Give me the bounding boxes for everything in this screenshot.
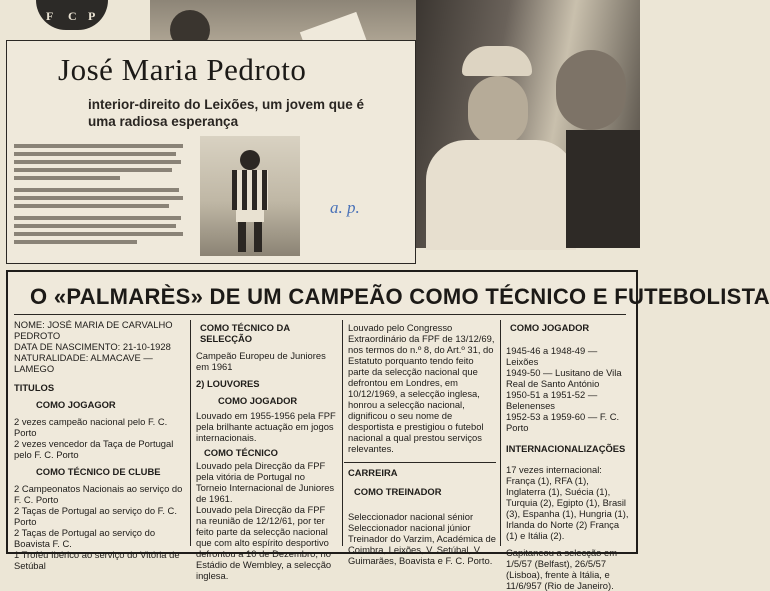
column-divider bbox=[500, 320, 501, 546]
list-item: 2 Campeonatos Nacionais ao serviço do F. C. Porto bbox=[14, 483, 183, 505]
coach-photo bbox=[416, 0, 640, 248]
paragraph: Louvado pelo Congresso Extraordinário da FPF de 13/12/69, nos termos do n.º 8, do Art.º 31, do Estatuto porquanto tendo feito parte da selecção nacional que defrontou em Londres, em 10/12/1969, a selecção inglesa, honrou a selecção nacional, dignificou o seu nome de desportista e prestigiou o futebol nacional a qual prestou serviços relevantes. bbox=[348, 322, 495, 454]
section-heading: TITULOS bbox=[14, 382, 55, 393]
paragraph: Louvado pela Direcção da FPF pela vitória de Portugal no Torneio Internacional de Juniores de 1961. bbox=[196, 460, 335, 504]
section-heading: COMO JOGADOR bbox=[218, 395, 298, 406]
section-heading: COMO TÉCNICO DA SELECÇÃO bbox=[200, 322, 290, 344]
column-1 bbox=[14, 319, 186, 571]
section-heading: CARREIRA bbox=[348, 467, 398, 478]
article-subtitle: interior-direito do Leixões, um jovem que é uma radiosa esperança bbox=[88, 97, 365, 129]
paragraph: 17 vezes internacional: França (1), RFA (1), Inglaterra (1), Suécia (1), Turquia (2), Egipto (1), Brasil (3), Espanha (1), Hungria (1), Irlanda do Norte (2) França (1) e Itália (2). bbox=[506, 464, 629, 541]
paragraph: Louvado em 1955-1956 pela FPF pela brilhante actuação em jogos internacionais. bbox=[196, 410, 336, 443]
list-item: 2 vezes vencedor da Taça de Portugal pelo F. C. Porto bbox=[14, 438, 174, 460]
column-divider bbox=[190, 320, 191, 546]
signature: a. p. bbox=[330, 198, 360, 217]
list-item: 2 vezes campeão nacional pelo F. C. Porto bbox=[14, 416, 168, 438]
bio-line: NOME: JOSÉ MARIA DE CARVALHO PEDROTO bbox=[14, 319, 173, 341]
list-item: 1 Troféu Ibérico ao serviço do Vitória de Setúbal bbox=[14, 549, 180, 571]
column-2 bbox=[196, 322, 338, 581]
section-heading: 2) LOUVORES bbox=[196, 378, 260, 389]
paragraph: Seleccionador nacional sénior Seleccionador nacional júnior Treinador do Varzim, Académica de Coimbra, Leixões, V. Setúbal, V. Guimarães, Boavista e F. C. Porto. bbox=[348, 511, 496, 566]
section-heading: INTERNACIONALIZAÇÕES bbox=[506, 443, 626, 454]
section-heading: COMO TÉCNICO DE CLUBE bbox=[36, 466, 161, 477]
bio-line: DATA DE NASCIMENTO: 21-10-1928 bbox=[14, 341, 171, 352]
section-heading: COMO JOGAGOR bbox=[36, 399, 116, 410]
paragraph: Capitaneou a selecção em 1/5/57 (Belfast), 26/5/57 (Lisboa), frente à Itália, e 11/6/957 (Rio de Janeiro). bbox=[506, 547, 618, 591]
section-rule bbox=[344, 462, 496, 463]
column-divider bbox=[342, 320, 343, 546]
section-heading: COMO JOGADOR bbox=[510, 322, 590, 333]
list-item: 1949-50 — Lusitano de Vila Real de Santo António bbox=[506, 367, 622, 389]
section-heading: COMO TÉCNICO bbox=[204, 447, 278, 458]
list-item: 2 Taças de Portugal ao serviço do Boavista F. C. bbox=[14, 527, 156, 549]
paragraph: Louvado pela Direcção da FPF na reunião de 12/12/61, por ter feito parte da selecção nacional que com alto espírito desportivo defrontou a 10 de Dezembro, no Estádio de Wembley, a selecção inglesa. bbox=[196, 504, 332, 581]
article-body-left bbox=[14, 140, 190, 258]
club-logo bbox=[36, 0, 108, 30]
list-item: 2 Taças de Portugal ao serviço do F. C. Porto bbox=[14, 505, 177, 527]
article-title: José Maria Pedroto bbox=[58, 52, 307, 87]
paragraph: Campeão Europeu de Juniores em 1961 bbox=[196, 350, 326, 372]
list-item: 1950-51 a 1951-52 — Belenenses bbox=[506, 389, 598, 411]
column-4 bbox=[506, 322, 630, 591]
bio-line: NATURALIDADE: ALMACAVE — LAMEGO bbox=[14, 352, 153, 374]
column-3 bbox=[348, 322, 496, 566]
section-heading: COMO TREINADOR bbox=[354, 486, 442, 497]
list-item: 1952-53 a 1959-60 — F. C. Porto bbox=[506, 411, 620, 433]
player-photo bbox=[200, 136, 300, 256]
logo-letter: F bbox=[46, 9, 54, 23]
palmares-headline: O «PALMARÈS» DE UM CAMPEÃO COMO TÉCNICO E FUTEBOLISTA bbox=[30, 284, 770, 309]
list-item: 1945-46 a 1948-49 — Leixões bbox=[506, 345, 598, 367]
headline-rule bbox=[14, 314, 626, 315]
logo-letter: P bbox=[88, 9, 96, 23]
logo-letter: C bbox=[68, 9, 77, 23]
